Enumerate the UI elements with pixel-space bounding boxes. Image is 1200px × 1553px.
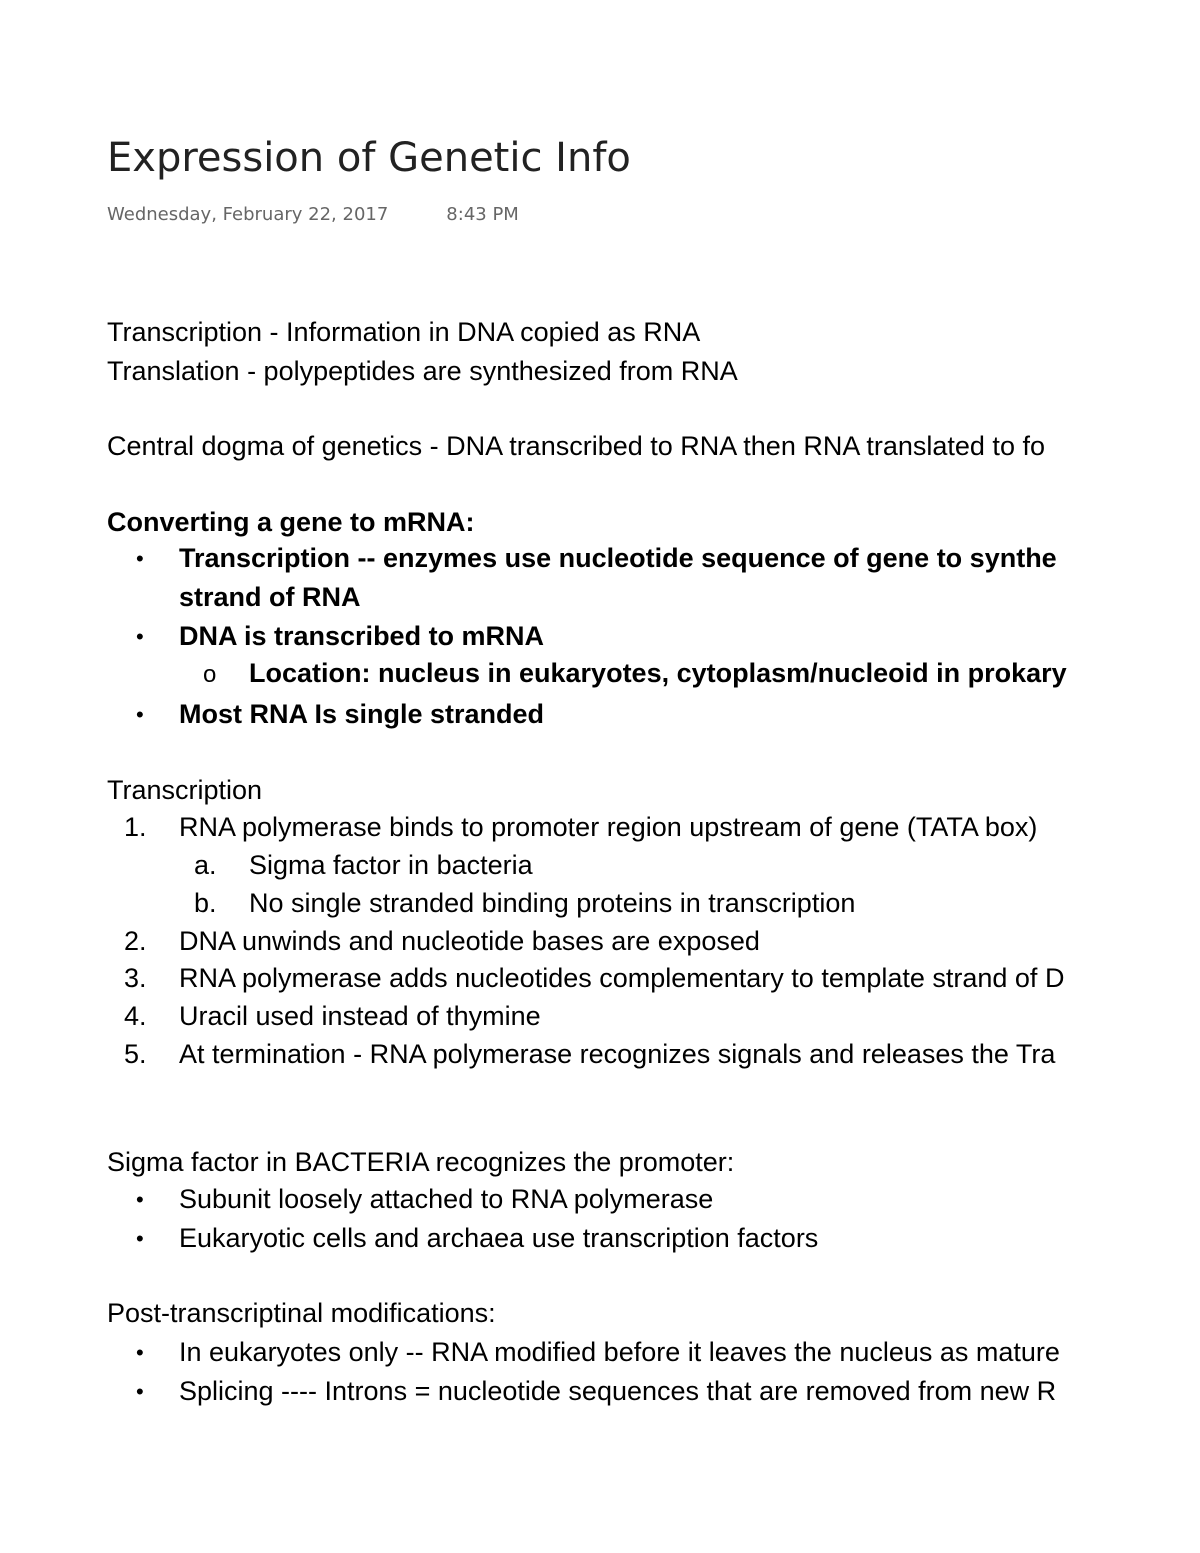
note-time: 8:43 PM [446,204,519,225]
substep-letter: b. [194,888,217,918]
substep-letter: a. [194,850,217,880]
converting-heading: Converting a gene to mRNA: [107,507,475,537]
note-date: Wednesday, February 22, 2017 [107,204,389,225]
bullet-marker: • [136,546,144,571]
step-text: DNA unwinds and nucleotide bases are exposed [179,926,760,956]
central-dogma-line: Central dogma of genetics - DNA transcribed to RNA then RNA translated to fo [107,431,1045,461]
converting-bullet-3: Most RNA Is single stranded [179,699,545,729]
step-text: At termination - RNA polymerase recognizes signals and releases the Tra [179,1039,1056,1069]
sigma-bullet: Eukaryotic cells and archaea use transcription factors [179,1223,819,1253]
page-title: Expression of Genetic Info [107,135,631,181]
step-number: 4. [124,1001,147,1031]
bullet-marker: • [136,1187,144,1212]
step-text: Uracil used instead of thymine [179,1001,541,1031]
step-text: RNA polymerase adds nucleotides complementary to template strand of D [179,963,1065,993]
bullet-marker: • [136,1226,144,1251]
post-bullet: In eukaryotes only -- RNA modified before it leaves the nucleus as mature [179,1337,1060,1367]
step-number: 1. [124,812,147,842]
page-bottom-margin [0,1416,1200,1553]
converting-bullet-2: DNA is transcribed to mRNA [179,621,545,651]
post-bullet: Splicing ---- Introns = nucleotide sequences that are removed from new R [179,1376,1057,1406]
sub-bullet-marker: o [203,661,217,688]
substep-text: Sigma factor in bacteria [249,850,533,880]
converting-sub-bullet: Location: nucleus in eukaryotes, cytoplasm/nucleoid in prokary [249,658,1067,688]
bullet-marker: • [136,702,144,727]
step-number: 5. [124,1039,147,1069]
bullet-marker: • [136,1340,144,1365]
converting-bullet-1: Transcription -- enzymes use nucleotide sequence of gene to synthe [179,543,1057,573]
bullet-marker: • [136,624,144,649]
step-text: RNA polymerase binds to promoter region upstream of gene (TATA box) [179,812,1038,842]
note-timestamp [107,202,519,228]
transcription-definition: Transcription - Information in DNA copied as RNA [107,317,701,347]
post-heading: Post-transcriptinal modifications: [107,1298,496,1328]
translation-definition: Translation - polypeptides are synthesized from RNA [107,356,738,386]
sigma-heading: Sigma factor in BACTERIA recognizes the promoter: [107,1147,735,1177]
sigma-bullet: Subunit loosely attached to RNA polymerase [179,1184,714,1214]
step-number: 2. [124,926,147,956]
substep-text: No single stranded binding proteins in transcription [249,888,856,918]
transcription-heading: Transcription [107,775,263,805]
converting-bullet-1-cont: strand of RNA [179,582,361,612]
step-number: 3. [124,963,147,993]
bullet-marker: • [136,1379,144,1404]
